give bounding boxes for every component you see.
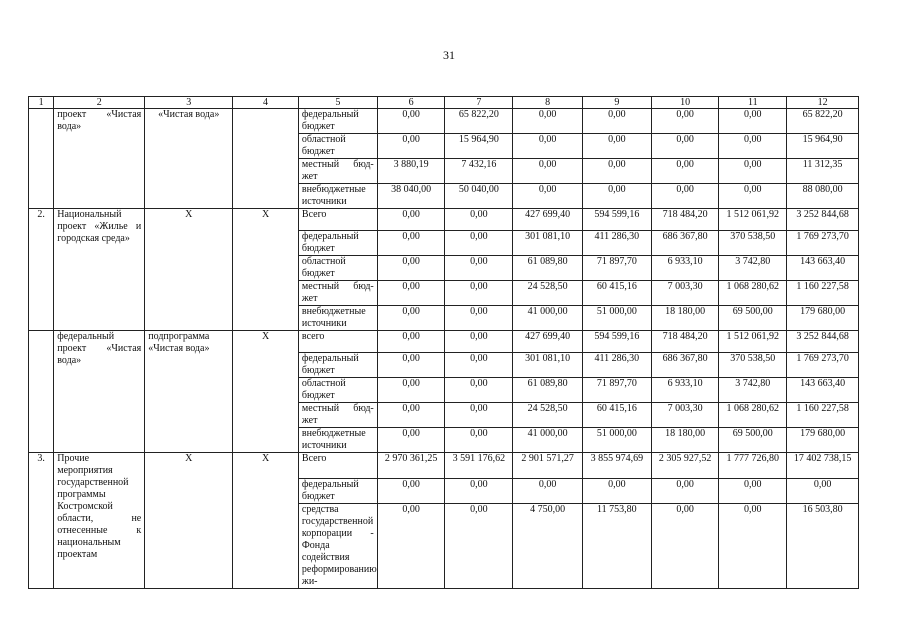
header-cell: 3 xyxy=(145,97,233,109)
amount-cell: 3 252 844,68 xyxy=(787,209,859,231)
funding-source-cell: федеральный бюджет xyxy=(298,231,377,256)
amount-cell: 0,00 xyxy=(445,209,513,231)
funding-source-cell: местный бюд-жет xyxy=(298,159,377,184)
budget-table xyxy=(28,96,859,589)
amount-cell: 6 933,10 xyxy=(651,256,719,281)
amount-cell: 686 367,80 xyxy=(651,231,719,256)
amount-cell: 15 964,90 xyxy=(445,134,513,159)
page-number: 31 xyxy=(443,48,455,62)
funding-source-cell: внебюджетные источники xyxy=(298,428,377,453)
funding-source-cell: местный бюд-жет xyxy=(298,403,377,428)
amount-cell: 0,00 xyxy=(651,184,719,209)
program-name-cell: проект «Чистая вода» xyxy=(54,109,145,209)
amount-cell: 0,00 xyxy=(377,504,445,589)
amount-cell: 7 003,30 xyxy=(651,403,719,428)
executor-cell: подпрограмма «Чистая вода» xyxy=(145,331,233,453)
funding-source-cell: всего xyxy=(298,331,377,353)
amount-cell: 0,00 xyxy=(377,353,445,378)
amount-cell: 0,00 xyxy=(719,159,787,184)
amount-cell: 1 512 061,92 xyxy=(719,331,787,353)
amount-cell: 0,00 xyxy=(582,479,651,504)
amount-cell: 18 180,00 xyxy=(651,306,719,331)
amount-cell: 65 822,20 xyxy=(445,109,513,134)
funding-source-cell: Всего xyxy=(298,209,377,231)
amount-cell: 411 286,30 xyxy=(582,353,651,378)
amount-cell: 3 591 176,62 xyxy=(445,453,513,479)
amount-cell: 0,00 xyxy=(377,281,445,306)
amount-cell: 0,00 xyxy=(651,109,719,134)
amount-cell: 1 777 726,80 xyxy=(719,453,787,479)
amount-cell: 69 500,00 xyxy=(719,428,787,453)
amount-cell: 3 742,80 xyxy=(719,256,787,281)
amount-cell: 427 699,40 xyxy=(513,331,583,353)
amount-cell: 3 855 974,69 xyxy=(582,453,651,479)
amount-cell: 1 160 227,58 xyxy=(787,281,859,306)
amount-cell: 0,00 xyxy=(445,353,513,378)
row-number-cell: 2. xyxy=(29,209,54,331)
funding-source-cell: федеральный бюджет xyxy=(298,353,377,378)
amount-cell: 1 769 273,70 xyxy=(787,353,859,378)
amount-cell: 718 484,20 xyxy=(651,209,719,231)
amount-cell: 0,00 xyxy=(445,504,513,589)
amount-cell: 3 252 844,68 xyxy=(787,331,859,353)
amount-cell: 3 880,19 xyxy=(377,159,445,184)
amount-cell: 3 742,80 xyxy=(719,378,787,403)
amount-cell: 2 970 361,25 xyxy=(377,453,445,479)
amount-cell: 51 000,00 xyxy=(582,306,651,331)
amount-cell: 7 432,16 xyxy=(445,159,513,184)
amount-cell: 41 000,00 xyxy=(513,306,583,331)
funding-source-cell: средства государственной корпорации - Фонда содействия реформированию жи- xyxy=(298,504,377,589)
amount-cell: 24 528,50 xyxy=(513,403,583,428)
amount-cell: 15 964,90 xyxy=(787,134,859,159)
amount-cell: 0,00 xyxy=(377,479,445,504)
amount-cell: 51 000,00 xyxy=(582,428,651,453)
amount-cell: 2 901 571,27 xyxy=(513,453,583,479)
header-cell: 4 xyxy=(233,97,299,109)
amount-cell: 594 599,16 xyxy=(582,331,651,353)
row-number-cell: 3. xyxy=(29,453,54,589)
amount-cell: 0,00 xyxy=(377,209,445,231)
participant-cell: Х xyxy=(233,209,299,331)
amount-cell: 0,00 xyxy=(719,134,787,159)
amount-cell: 69 500,00 xyxy=(719,306,787,331)
amount-cell: 61 089,80 xyxy=(513,378,583,403)
amount-cell: 17 402 738,15 xyxy=(787,453,859,479)
amount-cell: 0,00 xyxy=(719,479,787,504)
funding-source-cell: областной бюджет xyxy=(298,378,377,403)
amount-cell: 370 538,50 xyxy=(719,231,787,256)
header-cell: 8 xyxy=(513,97,583,109)
amount-cell: 0,00 xyxy=(513,479,583,504)
amount-cell: 0,00 xyxy=(582,109,651,134)
amount-cell: 0,00 xyxy=(651,504,719,589)
funding-source-cell: областной бюджет xyxy=(298,134,377,159)
header-cell: 12 xyxy=(787,97,859,109)
amount-cell: 0,00 xyxy=(445,256,513,281)
amount-cell: 0,00 xyxy=(719,504,787,589)
amount-cell: 179 680,00 xyxy=(787,428,859,453)
amount-cell: 1 512 061,92 xyxy=(719,209,787,231)
amount-cell: 1 160 227,58 xyxy=(787,403,859,428)
amount-cell: 143 663,40 xyxy=(787,256,859,281)
amount-cell: 24 528,50 xyxy=(513,281,583,306)
amount-cell: 718 484,20 xyxy=(651,331,719,353)
funding-source-cell: федеральный бюджет xyxy=(298,109,377,134)
amount-cell: 0,00 xyxy=(513,184,583,209)
funding-source-cell: федеральный бюджет xyxy=(298,479,377,504)
amount-cell: 0,00 xyxy=(377,428,445,453)
amount-cell: 686 367,80 xyxy=(651,353,719,378)
amount-cell: 11 312,35 xyxy=(787,159,859,184)
amount-cell: 0,00 xyxy=(445,331,513,353)
participant-cell: Х xyxy=(233,453,299,589)
funding-source-cell: местный бюд-жет xyxy=(298,281,377,306)
amount-cell: 60 415,16 xyxy=(582,281,651,306)
amount-cell: 0,00 xyxy=(377,134,445,159)
header-cell: 9 xyxy=(582,97,651,109)
amount-cell: 0,00 xyxy=(377,403,445,428)
header-cell: 2 xyxy=(54,97,145,109)
amount-cell: 370 538,50 xyxy=(719,353,787,378)
program-name-cell: федеральный проект «Чистая вода» xyxy=(54,331,145,453)
amount-cell: 594 599,16 xyxy=(582,209,651,231)
header-cell: 1 xyxy=(29,97,54,109)
row-number-cell xyxy=(29,109,54,209)
funding-source-cell: внебюджетные источники xyxy=(298,306,377,331)
amount-cell: 0,00 xyxy=(377,256,445,281)
amount-cell: 16 503,80 xyxy=(787,504,859,589)
funding-source-cell: внебюджетные источники xyxy=(298,184,377,209)
amount-cell: 1 068 280,62 xyxy=(719,281,787,306)
amount-cell: 301 081,10 xyxy=(513,231,583,256)
amount-cell: 0,00 xyxy=(377,306,445,331)
amount-cell: 0,00 xyxy=(582,159,651,184)
amount-cell: 0,00 xyxy=(719,109,787,134)
header-cell: 5 xyxy=(298,97,377,109)
amount-cell: 11 753,80 xyxy=(582,504,651,589)
amount-cell: 0,00 xyxy=(445,306,513,331)
amount-cell: 411 286,30 xyxy=(582,231,651,256)
amount-cell: 71 897,70 xyxy=(582,378,651,403)
header-row xyxy=(29,97,859,109)
funding-source-cell: областной бюджет xyxy=(298,256,377,281)
amount-cell: 7 003,30 xyxy=(651,281,719,306)
amount-cell: 0,00 xyxy=(582,134,651,159)
amount-cell: 4 750,00 xyxy=(513,504,583,589)
amount-cell: 6 933,10 xyxy=(651,378,719,403)
amount-cell: 0,00 xyxy=(513,109,583,134)
amount-cell: 71 897,70 xyxy=(582,256,651,281)
amount-cell: 2 305 927,52 xyxy=(651,453,719,479)
amount-cell: 0,00 xyxy=(513,134,583,159)
program-name-cell: Национальный проект «Жилье и городская среда» xyxy=(54,209,145,331)
amount-cell: 18 180,00 xyxy=(651,428,719,453)
executor-cell: Х xyxy=(145,209,233,331)
amount-cell: 60 415,16 xyxy=(582,403,651,428)
header-cell: 6 xyxy=(377,97,445,109)
amount-cell: 1 068 280,62 xyxy=(719,403,787,428)
amount-cell: 301 081,10 xyxy=(513,353,583,378)
amount-cell: 0,00 xyxy=(445,378,513,403)
header-cell: 11 xyxy=(719,97,787,109)
amount-cell: 50 040,00 xyxy=(445,184,513,209)
amount-cell: 0,00 xyxy=(377,378,445,403)
amount-cell: 41 000,00 xyxy=(513,428,583,453)
amount-cell: 0,00 xyxy=(445,479,513,504)
header-cell: 10 xyxy=(651,97,719,109)
row-number-cell xyxy=(29,331,54,453)
program-name-cell: Прочие мероприятия государственной программы Костромской области, не отнесенные к национальным проектам xyxy=(54,453,145,589)
amount-cell: 143 663,40 xyxy=(787,378,859,403)
table-row xyxy=(29,109,859,134)
amount-cell: 1 769 273,70 xyxy=(787,231,859,256)
participant-cell xyxy=(233,109,299,209)
amount-cell: 61 089,80 xyxy=(513,256,583,281)
amount-cell: 0,00 xyxy=(651,134,719,159)
amount-cell: 0,00 xyxy=(787,479,859,504)
amount-cell: 0,00 xyxy=(445,281,513,306)
amount-cell: 0,00 xyxy=(377,331,445,353)
amount-cell: 88 080,00 xyxy=(787,184,859,209)
executor-cell: Х xyxy=(145,453,233,589)
amount-cell: 0,00 xyxy=(651,479,719,504)
amount-cell: 0,00 xyxy=(377,231,445,256)
header-cell: 7 xyxy=(445,97,513,109)
amount-cell: 65 822,20 xyxy=(787,109,859,134)
table-row xyxy=(29,453,859,479)
amount-cell: 427 699,40 xyxy=(513,209,583,231)
amount-cell: 38 040,00 xyxy=(377,184,445,209)
amount-cell: 0,00 xyxy=(513,159,583,184)
amount-cell: 0,00 xyxy=(377,109,445,134)
amount-cell: 0,00 xyxy=(445,428,513,453)
amount-cell: 0,00 xyxy=(445,403,513,428)
participant-cell: Х xyxy=(233,331,299,453)
amount-cell: 0,00 xyxy=(651,159,719,184)
amount-cell: 0,00 xyxy=(719,184,787,209)
amount-cell: 0,00 xyxy=(445,231,513,256)
amount-cell: 179 680,00 xyxy=(787,306,859,331)
table-row xyxy=(29,209,859,231)
table-row xyxy=(29,331,859,353)
executor-cell: «Чистая вода» xyxy=(145,109,233,209)
amount-cell: 0,00 xyxy=(582,184,651,209)
funding-source-cell: Всего xyxy=(298,453,377,479)
